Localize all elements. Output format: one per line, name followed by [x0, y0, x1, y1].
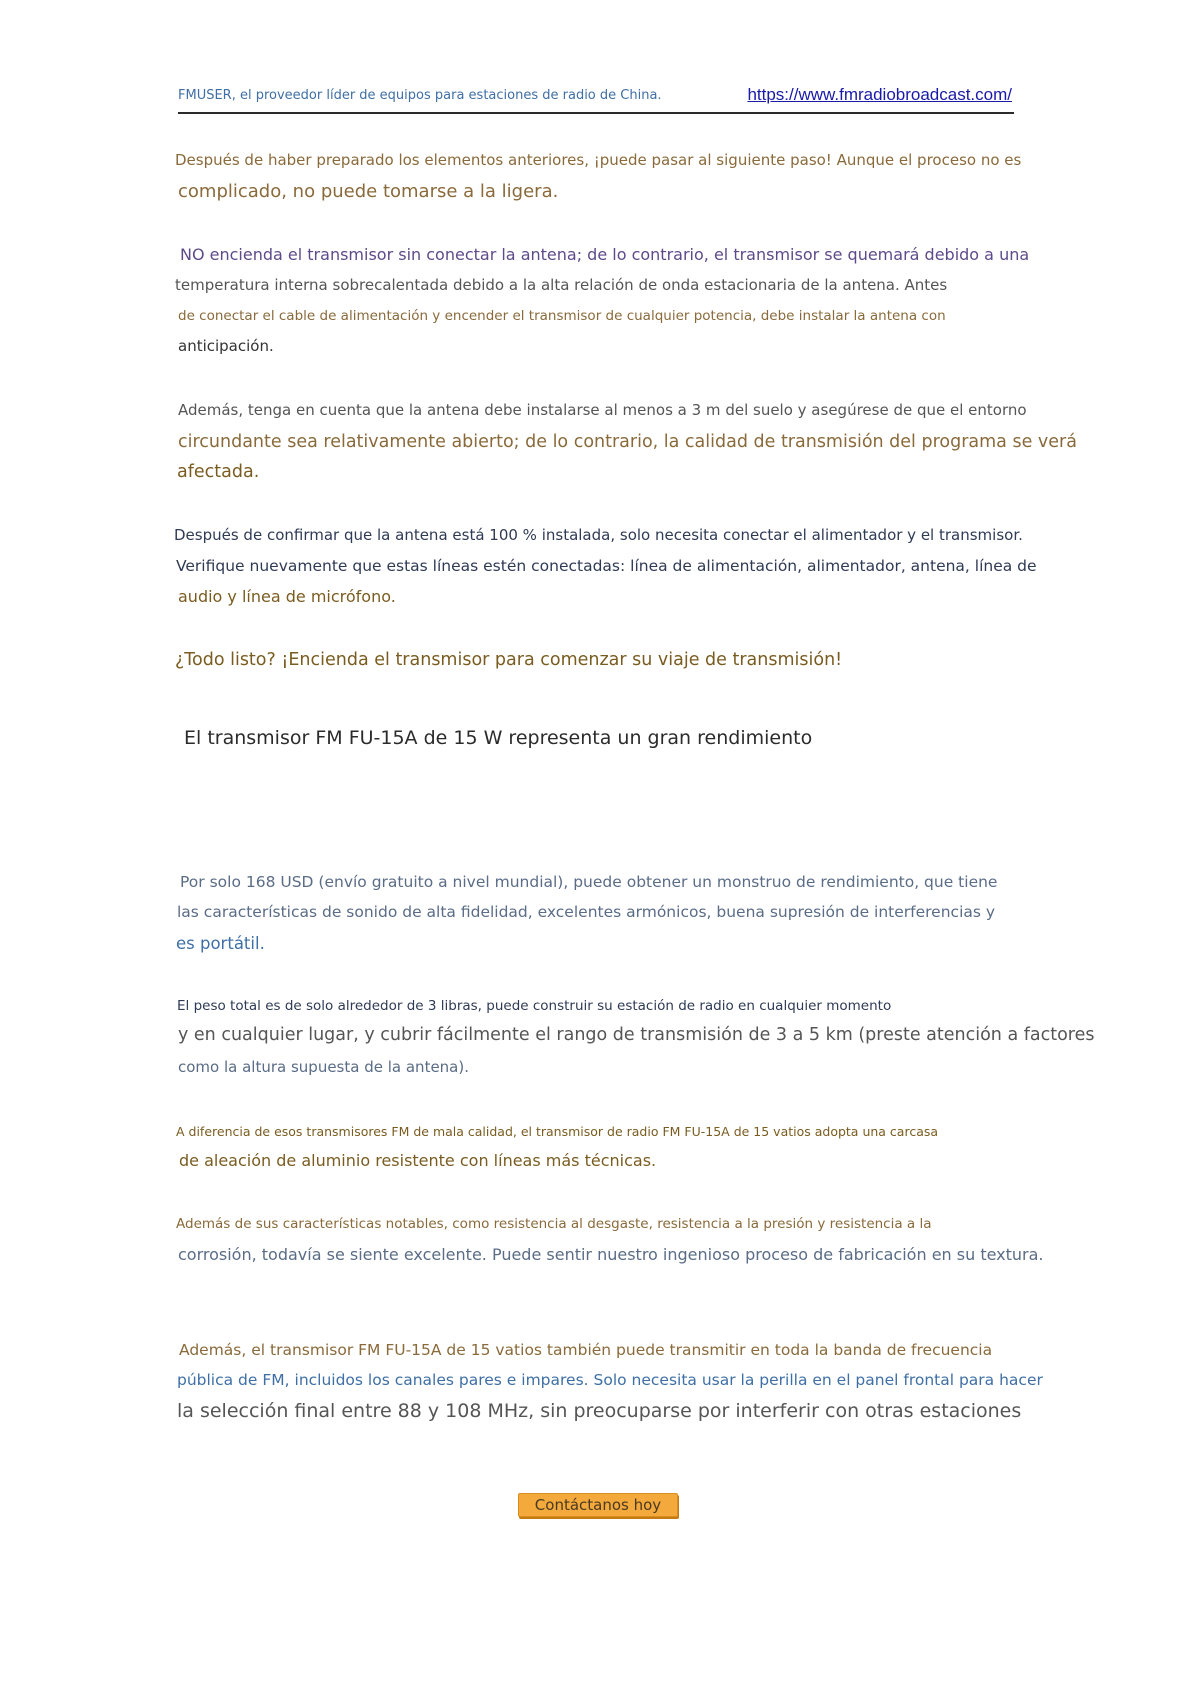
cta-container	[518, 1493, 678, 1517]
p4-line-1: Después de confirmar que la antena está 100 % instalada, solo necesita conectar el alimentador y el transmisor.	[174, 526, 1023, 544]
p2-line-3: de conectar el cable de alimentación y encender el transmisor de cualquier potencia, debe instalar la antena con	[178, 308, 946, 324]
p10-line-2: pública de FM, incluidos los canales pares e impares. Solo necesita usar la perilla en el panel frontal para hacer	[177, 1371, 1043, 1389]
p5-line-1: ¿Todo listo? ¡Encienda el transmisor para comenzar su viaje de transmisión!	[175, 650, 843, 670]
page-header	[178, 86, 1014, 114]
p8-line-1: A diferencia de esos transmisores FM de mala calidad, el transmisor de radio FM FU-15A de 15 vatios adopta una carcasa	[176, 1124, 939, 1139]
p4-line-3: audio y línea de micrófono.	[178, 587, 396, 606]
p1-line-2: complicado, no puede tomarse a la ligera.	[178, 181, 559, 202]
p4-line-2: Verifique nuevamente que estas líneas estén conectadas: línea de alimentación, alimentador, antena, línea de	[176, 557, 1037, 575]
p10-line-1: Además, el transmisor FM FU-15A de 15 vatios también puede transmitir en toda la banda de frecuencia	[179, 1341, 993, 1359]
p3-line-2: circundante sea relativamente abierto; de lo contrario, la calidad de transmisión del programa se verá	[178, 432, 1077, 452]
p7-line-3: como la altura supuesta de la antena).	[178, 1058, 469, 1076]
header-tagline: FMUSER, el proveedor líder de equipos para estaciones de radio de China.	[178, 88, 662, 103]
p2-line-1: NO encienda el transmisor sin conectar la antena; de lo contrario, el transmisor se quemará debido a una	[180, 245, 1030, 264]
p6-line-3: es portátil.	[176, 934, 265, 953]
p8-line-2: de aleación de aluminio resistente con líneas más técnicas.	[179, 1151, 657, 1170]
p1-line-1: Después de haber preparado los elementos anteriores, ¡puede pasar al siguiente paso! Aunque el proceso no es	[175, 151, 1022, 169]
p10-line-3: la selección final entre 88 y 108 MHz, sin preocuparse por interferir con otras estaciones	[177, 1400, 1022, 1422]
p9-line-1: Además de sus características notables, como resistencia al desgaste, resistencia a la presión y resistencia a la	[176, 1216, 932, 1232]
section-heading: El transmisor FM FU-15A de 15 W representa un gran rendimiento	[184, 727, 813, 749]
p3-line-1: Además, tenga en cuenta que la antena debe instalarse al menos a 3 m del suelo y asegúrese de que el entorno	[178, 401, 1027, 419]
p6-line-2: las características de sonido de alta fidelidad, excelentes armónicos, buena supresión de interferencias y	[177, 903, 996, 921]
p9-line-2: corrosión, todavía se siente excelente. Puede sentir nuestro ingenioso proceso de fabricación en su textura.	[178, 1245, 1044, 1264]
p7-line-2: y en cualquier lugar, y cubrir fácilmente el rango de transmisión de 3 a 5 km (preste atención a factores	[178, 1025, 1095, 1045]
contact-us-button[interactable]: Contáctanos hoy	[518, 1493, 678, 1517]
p6-line-1: Por solo 168 USD (envío gratuito a nivel mundial), puede obtener un monstruo de rendimiento, que tiene	[180, 873, 998, 891]
p2-line-4: anticipación.	[178, 337, 274, 355]
p3-line-3: afectada.	[177, 462, 260, 482]
p2-line-2: temperatura interna sobrecalentada debido a la alta relación de onda estacionaria de la antena. Antes	[175, 276, 948, 294]
header-url-link[interactable]: https://www.fmradiobroadcast.com/	[747, 85, 1012, 104]
p7-line-1: El peso total es de solo alrededor de 3 libras, puede construir su estación de radio en cualquier momento	[177, 998, 892, 1014]
